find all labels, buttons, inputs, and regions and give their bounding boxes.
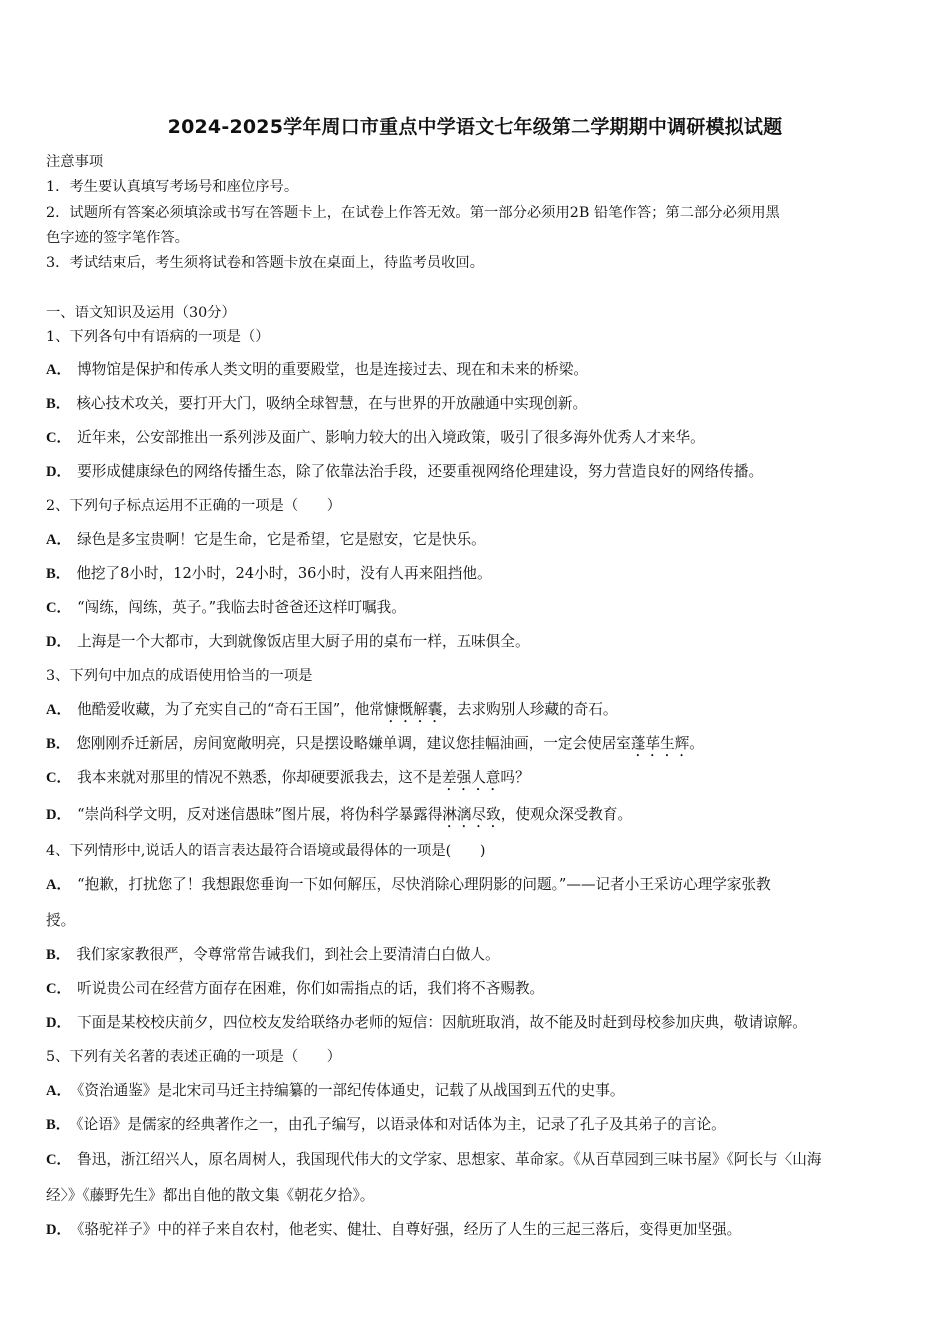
question-4-option-c <box>46 979 912 999</box>
option-text: 《资治通鉴》是北宋司马迁主持编纂的一部纪传体通史，记载了从战国到五代的史事。 <box>77 1082 625 1099</box>
option-text: “闯练，闯练，英子。”我临去时爸爸还这样叮嘱我。 <box>77 599 406 616</box>
dotted-idiom: 蓬荜生辉 <box>630 735 690 752</box>
dotted-idiom: 淋漓尽致 <box>442 806 501 823</box>
notice-item-2: 2．试题所有答案必须填涂或书写在答题卡上，在试卷上作答无效。第一部分必须用2B 铅笔作答；第二部分必须用黑 <box>46 205 780 221</box>
question-3-option-c <box>46 768 912 794</box>
option-label: C． <box>46 600 72 616</box>
dotted-idiom: 差强人意 <box>442 769 501 786</box>
option-label: C． <box>46 430 72 446</box>
option-label: D． <box>46 1222 72 1238</box>
question-4-option-a-cont: 授。 <box>46 912 76 929</box>
option-text: 《论语》是儒家的经典著作之一，由孔子编写，以语录体和对话体为主，记录了孔子及其弟子的言论。 <box>76 1116 726 1133</box>
question-5-option-b <box>46 1115 912 1135</box>
option-label: D． <box>46 634 72 650</box>
question-4-option-d <box>46 1013 912 1033</box>
question-4-option-a <box>46 875 912 895</box>
option-text: 上海是一个大都市，大到就像饭店里大厨子用的桌布一样，五味俱全。 <box>77 633 530 650</box>
question-3-option-a <box>46 700 912 726</box>
option-label: D． <box>46 464 72 480</box>
option-label: B． <box>46 566 71 582</box>
question-2-option-d <box>46 632 912 652</box>
option-text: 听说贵公司在经营方面存在困难，你们如需指点的话，我们将不吝赐教。 <box>77 980 545 997</box>
option-text: 要形成健康绿色的网络传播生态，除了依靠法治手段，还要重视网络伦理建设，努力营造良好的网络传播。 <box>77 463 764 480</box>
option-label: D． <box>46 1015 72 1031</box>
option-text: 他酷爱收藏，为了充实自己的“奇石王国”，他常 <box>77 701 384 718</box>
option-label: A． <box>46 532 72 548</box>
question-5-option-a <box>46 1081 912 1101</box>
option-label: C． <box>46 981 72 997</box>
option-text: “抱歉，打扰您了！我想跟您垂询一下如何解压，尽快消除心理阴影的问题。”——记者小王采访心理学家张教 <box>77 876 771 893</box>
option-text: 《骆驼祥子》中的祥子来自农村，他老实、健壮、自尊好强，经历了人生的三起三落后，变得更加坚强。 <box>77 1221 742 1238</box>
question-5-option-c <box>46 1150 912 1170</box>
option-label: A． <box>46 1083 72 1099</box>
option-text: 核心技术攻关，要打开大门，吸纳全球智慧，在与世界的开放融通中实现创新。 <box>76 395 588 412</box>
question-1-option-a <box>46 360 912 380</box>
question-5-stem: 5、下列有关名著的表述正确的一项是（ ） <box>46 1049 342 1065</box>
notice-item-3: 3．考试结束后，考生须将试卷和答题卡放在桌面上，待监考员收回。 <box>46 255 484 271</box>
question-1-option-b <box>46 394 912 414</box>
question-2-option-c <box>46 598 912 618</box>
option-label: C． <box>46 770 72 786</box>
question-3-option-b <box>46 734 912 760</box>
question-1-stem: 1、下列各句中有语病的一项是（） <box>46 329 270 345</box>
option-text: 他挖了8小时，12小时，24小时，36小时，没有人再来阻挡他。 <box>76 565 492 582</box>
option-text: 近年来，公安部推出一系列涉及面广、影响力较大的出入境政策，吸引了很多海外优秀人才来华。 <box>77 429 705 446</box>
option-text: 鲁迅，浙江绍兴人，原名周树人，我国现代伟大的文学家、思想家、革命家。《从百草园到三味书屋》《阿长与〈山海 <box>77 1151 822 1168</box>
option-text: 下面是某校校庆前夕，四位校友发给联络办老师的短信：因航班取消，故不能及时赶到母校参加庆典，敬请谅解。 <box>77 1014 807 1031</box>
question-5-option-d <box>46 1220 912 1240</box>
option-label: C． <box>46 1152 72 1168</box>
question-4-stem: 4、下列情形中,说话人的语言表达最符合语境或最得体的一项是( ) <box>46 843 486 859</box>
notice-heading: 注意事项 <box>46 154 104 170</box>
option-text: 绿色是多宝贵啊！它是生命，它是希望，它是慰安，它是快乐。 <box>77 531 486 548</box>
option-label: B． <box>46 396 71 412</box>
option-label: A． <box>46 362 72 378</box>
dotted-idiom: 慷慨解囊 <box>383 701 443 718</box>
option-text-rest: 吗？ <box>500 769 530 786</box>
option-text-rest: ，去求购别人珍藏的奇石。 <box>442 701 618 718</box>
option-text-rest: 。 <box>689 735 704 752</box>
option-text: “崇尚科学文明，反对迷信愚昧”图片展，将伪科学暴露得 <box>77 806 443 823</box>
question-1-option-d <box>46 462 912 482</box>
option-label: B． <box>46 947 71 963</box>
question-4-option-b <box>46 945 912 965</box>
option-label: B． <box>46 1117 71 1133</box>
section-heading: 一、语文知识及运用（30分） <box>46 305 236 321</box>
option-text: 我们家家教很严，令尊常常告诫我们，到社会上要清清白白做人。 <box>76 946 500 963</box>
option-text: 我本来就对那里的情况不熟悉，你却硬要派我去，这不是 <box>77 769 442 786</box>
question-2-stem: 2、下列句子标点运用不正确的一项是（ ） <box>46 498 342 514</box>
option-text: 您刚刚乔迁新居，房间宽敞明亮，只是摆设略嫌单调，建议您挂幅油画，一定会使居室 <box>76 735 631 752</box>
question-3-stem: 3、下列句中加点的成语使用恰当的一项是 <box>46 668 313 684</box>
question-3-option-d <box>46 805 912 831</box>
option-label: A． <box>46 702 72 718</box>
notice-item-2-cont: 色字迹的签字笔作答。 <box>46 230 189 246</box>
option-text: 博物馆是保护和传承人类文明的重要殿堂，也是连接过去、现在和未来的桥梁。 <box>77 361 588 378</box>
option-label: B． <box>46 736 71 752</box>
option-label: D． <box>46 807 72 823</box>
option-text-rest: ，使观众深受教育。 <box>500 806 633 823</box>
question-2-option-b <box>46 564 912 584</box>
question-2-option-a <box>46 530 912 550</box>
page-title: 2024-2025学年周口市重点中学语文七年级第二学期期中调研模拟试题 <box>167 116 783 138</box>
question-5-option-c-cont: 经〉》《藤野先生》都出自他的散文集《朝花夕拾》。 <box>46 1187 375 1204</box>
option-label: A． <box>46 877 72 893</box>
question-1-option-c <box>46 428 912 448</box>
notice-item-1: 1．考生要认真填写考场号和座位序号。 <box>46 179 299 195</box>
